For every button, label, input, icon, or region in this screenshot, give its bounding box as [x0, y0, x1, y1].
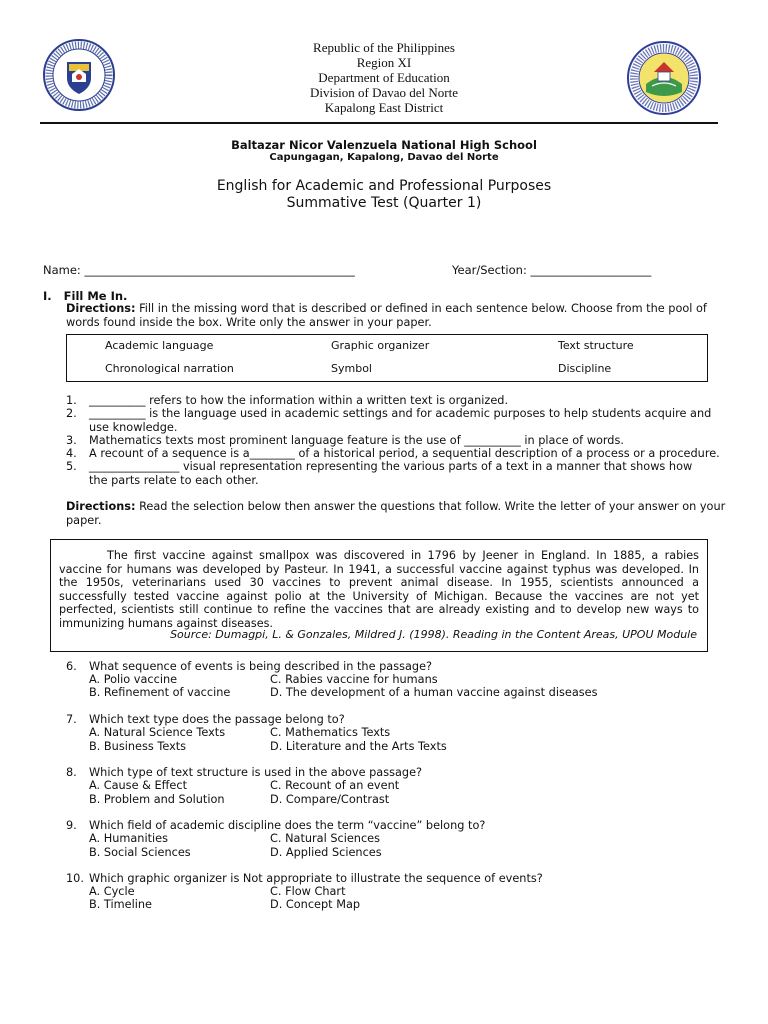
- item-number: 4.: [66, 447, 77, 460]
- part1-directions-text2: words found inside the box. Write only the answer in your paper.: [66, 316, 432, 329]
- word-pool-item: Academic language: [105, 339, 214, 352]
- part1-heading: I. Fill Me In.: [43, 289, 128, 303]
- word-pool-item: Text structure: [558, 339, 634, 352]
- part2-directions-text2: paper.: [66, 514, 102, 527]
- option-a: A. Cycle: [89, 885, 135, 898]
- item-number: 1.: [66, 394, 77, 407]
- word-pool-item: Discipline: [558, 362, 612, 375]
- item-number: 2.: [66, 407, 77, 420]
- passage-box: [50, 539, 708, 652]
- word-pool-item: Symbol: [331, 362, 372, 375]
- question-text: Which graphic organizer is Not appropriate to illustrate the sequence of events?: [89, 872, 543, 885]
- question-number: 7.: [66, 713, 77, 726]
- option-c: C. Recount of an event: [270, 779, 400, 792]
- part2-directions: [66, 500, 726, 528]
- gov-header: [0, 40, 768, 115]
- option-b: B. Social Sciences: [89, 846, 191, 859]
- item-text: __________ refers to how the information within a written text is organized.: [89, 394, 509, 407]
- header-line-republic: Republic of the Philippines: [313, 40, 455, 55]
- test-title: Summative Test (Quarter 1): [286, 195, 482, 211]
- school-name: Baltazar Nicor Valenzuela National High School: [231, 138, 537, 152]
- option-a: A. Natural Science Texts: [89, 726, 226, 739]
- word-pool-item: Graphic organizer: [331, 339, 430, 352]
- option-a: A. Cause & Effect: [89, 779, 188, 792]
- item-text: __________ is the language used in academic settings and for academic purposes to help students acquire and: [89, 407, 712, 420]
- item-text: Mathematics texts most prominent language feature is the use of __________ in place of words.: [89, 434, 624, 447]
- header-line-division: Division of Davao del Norte: [309, 85, 459, 100]
- option-b: B. Problem and Solution: [89, 793, 225, 806]
- part1-directions: [66, 302, 726, 330]
- option-d: D. Concept Map: [270, 898, 361, 911]
- option-b: B. Business Texts: [89, 740, 187, 753]
- question-number: 8.: [66, 766, 77, 779]
- word-pool-box: [66, 334, 708, 382]
- option-d: D. Literature and the Arts Texts: [270, 740, 447, 753]
- part2-directions-label: Directions:: [66, 500, 136, 513]
- option-c: C. Flow Chart: [270, 885, 346, 898]
- item-text: ________________ visual representation representing the various parts of a text in a manner that shows how: [89, 460, 693, 473]
- item-text-cont: the parts relate to each other.: [89, 473, 259, 487]
- option-c: C. Mathematics Texts: [270, 726, 391, 739]
- question-text: Which field of academic discipline does the term “vaccine” belong to?: [89, 819, 486, 832]
- question-number: 10.: [66, 872, 84, 885]
- item-number: 5.: [66, 460, 77, 473]
- part2-directions-text: Read the selection below then answer the questions that follow. Write the letter of your answer on your: [135, 500, 726, 513]
- option-b: B. Timeline: [89, 898, 152, 911]
- item-text: A recount of a sequence is a________ of a historical period, a sequential description of a process or a procedure.: [89, 447, 720, 460]
- option-c: C. Rabies vaccine for humans: [270, 673, 438, 686]
- header-line-region: Region XI: [356, 55, 412, 70]
- name-field: Name: _______________________________________________: [43, 263, 355, 277]
- item-number: 3.: [66, 434, 77, 447]
- option-d: D. Applied Sciences: [270, 846, 382, 859]
- part1-directions-text: Fill in the missing word that is described or defined in each sentence below. Choose from the pool of: [135, 302, 707, 315]
- word-pool-item: Chronological narration: [105, 362, 234, 375]
- subject-title: English for Academic and Professional Purposes: [216, 178, 552, 194]
- question-text: What sequence of events is being described in the passage?: [89, 660, 433, 673]
- passage-source: Source: Dumagpi, L. & Gonzales, Mildred J. (1998). Reading in the Content Areas, UPOU Module: [170, 628, 697, 641]
- option-a: A. Humanities: [89, 832, 168, 845]
- part1-directions-label: Directions:: [66, 302, 136, 315]
- question-number: 6.: [66, 660, 77, 673]
- option-c: C. Natural Sciences: [270, 832, 381, 845]
- header-line-district: Kapalong East District: [324, 100, 444, 115]
- header-divider: [40, 122, 718, 124]
- question-text: Which type of text structure is used in the above passage?: [89, 766, 423, 779]
- option-d: D. Compare/Contrast: [270, 793, 390, 806]
- school-address: Capungagan, Kapalong, Davao del Norte: [269, 152, 499, 163]
- item-text-cont: use knowledge.: [89, 420, 178, 434]
- option-b: B. Refinement of vaccine: [89, 686, 231, 699]
- question-text: Which text type does the passage belong to?: [89, 713, 345, 726]
- year-section-field: Year/Section: _____________________: [452, 263, 652, 277]
- question-number: 9.: [66, 819, 77, 832]
- option-a: A. Polio vaccine: [89, 673, 178, 686]
- passage-text: The first vaccine against smallpox was discovered in 1796 by Jeener in England. In 1885, a rabies vaccine for humans was developed by Pasteur. In 1941, a successful vaccine against typhus was developed. In the 1950s, veterinarians used 30 vaccines to prevent animal disease. In 1955, scientists announced a successfully tested vaccine against polio at the University of Michigan. Because the vaccines are not yet perfected, scientists still continue to refine the vaccines that are already existing and to develop new ways to immunizing humans against diseases.: [59, 549, 699, 630]
- header-line-department: Department of Education: [318, 70, 450, 85]
- option-d: D. The development of a human vaccine against diseases: [270, 686, 598, 699]
